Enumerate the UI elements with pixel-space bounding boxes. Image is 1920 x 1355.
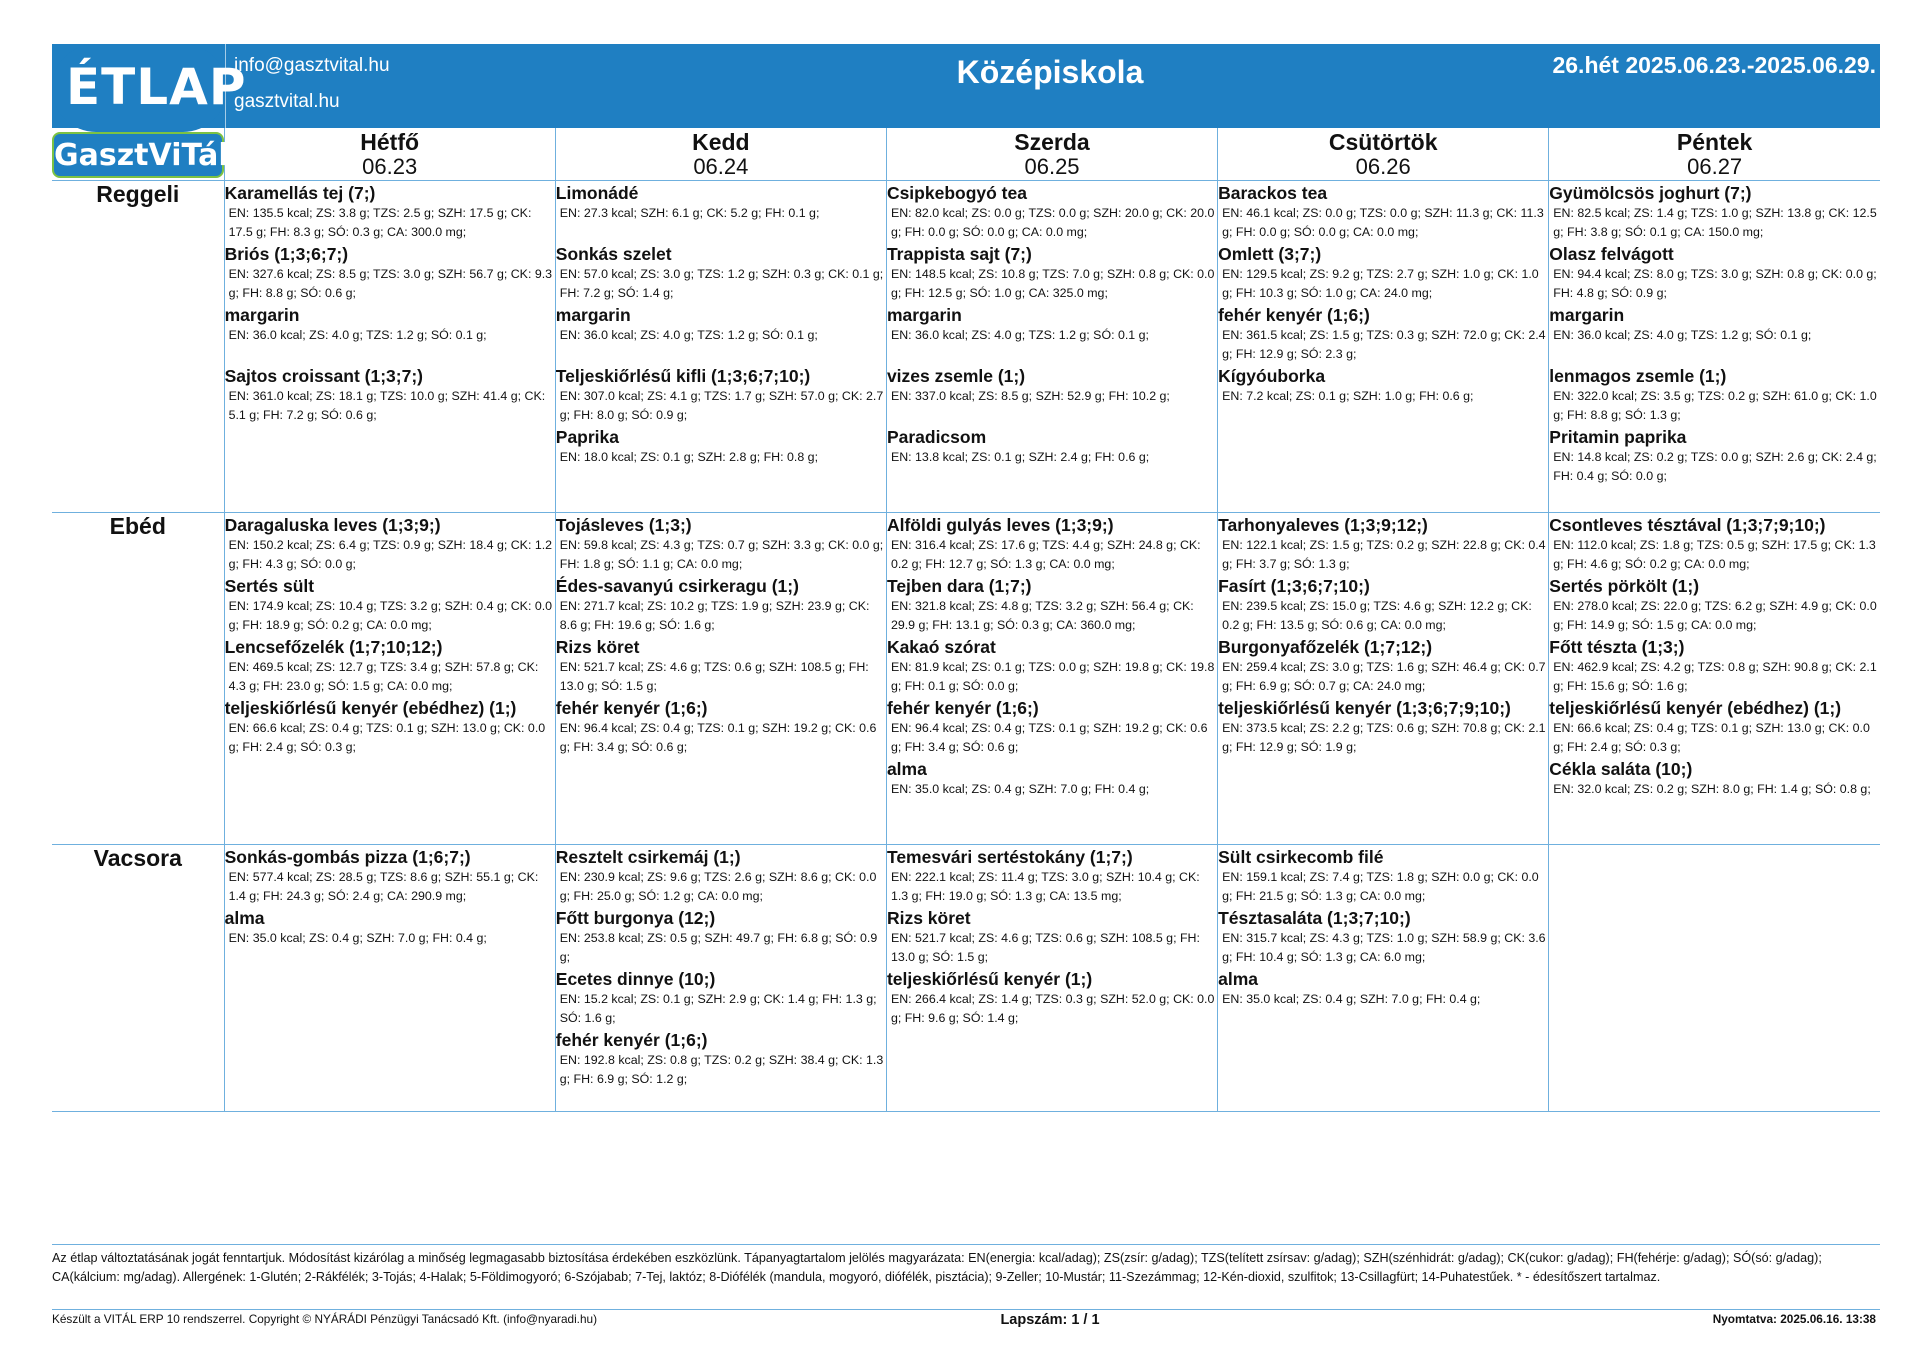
dish-name: Kakaó szórat	[886, 637, 996, 657]
menu-cell	[1549, 513, 1880, 845]
dish-nutrition: EN: 150.2 kcal; ZS: 6.4 g; TZS: 0.9 g; SZH: 18.4 g; CK: 1.2 g; FH: 4.3 g; SÓ: 0.0 g;	[228, 538, 553, 571]
dish-nutrition: EN: 129.5 kcal; ZS: 9.2 g; TZS: 2.7 g; SZH: 1.0 g; CK: 1.0 g; FH: 10.3 g; SÓ: 1.0 g; CA: 24.0 mg;	[1222, 267, 1539, 300]
meal-label: Ebéd	[52, 513, 224, 845]
print-date: Nyomtatva: 2025.06.16. 13:38	[1712, 1312, 1876, 1326]
menu-cell	[224, 181, 555, 513]
dish-nutrition: EN: 259.4 kcal; ZS: 3.0 g; TZS: 1.6 g; SZH: 46.4 g; CK: 0.7 g; FH: 6.9 g; SÓ: 0.7 g; CA: 24.0 mg;	[1222, 660, 1546, 693]
dish-nutrition: EN: 174.9 kcal; ZS: 10.4 g; TZS: 3.2 g; SZH: 0.4 g; CK: 0.0 g; FH: 18.9 g; SÓ: 0.2 g; CA: 0.0 mg;	[228, 599, 553, 632]
dish-name: alma	[224, 908, 265, 928]
menu-cell	[1549, 845, 1880, 1112]
meal-row	[52, 513, 1880, 845]
day-name: Kedd	[692, 129, 750, 155]
dish-nutrition: EN: 577.4 kcal; ZS: 28.5 g; TZS: 8.6 g; SZH: 55.1 g; CK: 1.4 g; FH: 24.3 g; SÓ: 2.4 g; CA: 290.9 mg;	[228, 870, 539, 903]
dish-nutrition: EN: 82.5 kcal; ZS: 1.4 g; TZS: 1.0 g; SZH: 13.8 g; CK: 12.5 g; FH: 3.8 g; SÓ: 0.1 g; CA: 150.0 mg;	[1553, 206, 1877, 239]
dish-nutrition: EN: 81.9 kcal; ZS: 0.1 g; TZS: 0.0 g; SZH: 19.8 g; CK: 19.8 g; FH: 0.1 g; SÓ: 0.0 g;	[890, 660, 1215, 693]
day-name: Csütörtök	[1328, 129, 1438, 155]
dish-name: Karamellás tej (7;)	[224, 183, 376, 203]
day-header	[1549, 128, 1880, 181]
website-link[interactable]: gasztvital.hu	[234, 91, 340, 112]
dish-nutrition: EN: 361.5 kcal; ZS: 1.5 g; TZS: 0.3 g; SZH: 72.0 g; CK: 2.4 g; FH: 12.9 g; SÓ: 2.3 g;	[1222, 328, 1546, 361]
menu-cell	[555, 845, 886, 1112]
gasztvital-logo	[52, 132, 229, 178]
dish-name: lenmagos zsemle (1;)	[1549, 366, 1727, 386]
menu-cell	[224, 513, 555, 845]
dish-name: teljeskiőrlésű kenyér (ebédhez) (1;)	[224, 698, 517, 718]
dish-nutrition: EN: 322.0 kcal; ZS: 3.5 g; TZS: 0.2 g; SZH: 61.0 g; CK: 1.0 g; FH: 8.8 g; SÓ: 1.3 g;	[1553, 389, 1877, 422]
dish-name: Teljeskiőrlésű kifli (1;3;6;7;10;)	[555, 366, 811, 386]
dish-name: Cékla saláta (10;)	[1549, 759, 1693, 779]
dish-name: Temesvári sertéstokány (1;7;)	[886, 847, 1133, 867]
day-name: Péntek	[1676, 129, 1753, 155]
dish-nutrition: EN: 96.4 kcal; ZS: 0.4 g; TZS: 0.1 g; SZH: 19.2 g; CK: 0.6 g; FH: 3.4 g; SÓ: 0.6 g;	[890, 721, 1208, 754]
day-header	[224, 128, 555, 181]
dish-name: Omlett (3;7;)	[1218, 244, 1322, 264]
dish-name: Édes-savanyú csirkeragu (1;)	[555, 576, 799, 596]
dish-name: alma	[886, 759, 927, 779]
dish-name: Kígyóuborka	[1218, 366, 1326, 386]
dish-nutrition: EN: 327.6 kcal; ZS: 8.5 g; TZS: 3.0 g; SZH: 56.7 g; CK: 9.3 g; FH: 8.8 g; SÓ: 0.6 g;	[228, 267, 553, 300]
dish-name: fehér kenyér (1;6;)	[1218, 305, 1370, 325]
dish-name: Tarhonyaleves (1;3;9;12;)	[1218, 515, 1428, 535]
dish-nutrition: EN: 18.0 kcal; ZS: 0.1 g; SZH: 2.8 g; FH: 0.8 g;	[559, 450, 819, 464]
dish-name: Alföldi gulyás leves (1;3;9;)	[886, 515, 1114, 535]
dish-name: Paprika	[555, 427, 619, 447]
dish-nutrition: EN: 36.0 kcal; ZS: 4.0 g; TZS: 1.2 g; SÓ: 0.1 g;	[890, 328, 1149, 342]
day-date: 06.24	[693, 154, 749, 179]
dish-nutrition: EN: 521.7 kcal; ZS: 4.6 g; TZS: 0.6 g; SZH: 108.5 g; FH: 13.0 g; SÓ: 1.5 g;	[559, 660, 869, 693]
dish-nutrition: EN: 192.8 kcal; ZS: 0.8 g; TZS: 0.2 g; SZH: 38.4 g; CK: 1.3 g; FH: 6.9 g; SÓ: 1.2 g;	[559, 1053, 884, 1086]
dish-name: margarin	[555, 305, 631, 325]
footer-divider	[52, 1309, 1880, 1310]
dish-name: Barackos tea	[1218, 183, 1328, 203]
menu-cell	[1549, 181, 1880, 513]
meal-row	[52, 181, 1880, 513]
etlap-logo-text: ÉTLAP	[66, 58, 247, 116]
dish-name: fehér kenyér (1;6;)	[555, 1030, 708, 1050]
menu-cell	[886, 845, 1217, 1112]
day-header	[1218, 128, 1549, 181]
day-name: Hétfő	[360, 129, 420, 155]
menu-table	[52, 128, 1880, 1112]
dish-nutrition: EN: 321.8 kcal; ZS: 4.8 g; TZS: 3.2 g; SZH: 56.4 g; CK: 29.9 g; FH: 13.1 g; SÓ: 0.3 g; CA: 360.0 mg;	[890, 599, 1194, 632]
menu-cell	[555, 513, 886, 845]
day-date: 06.26	[1355, 154, 1411, 179]
menu-cell	[1218, 845, 1549, 1112]
dish-nutrition: EN: 36.0 kcal; ZS: 4.0 g; TZS: 1.2 g; SÓ: 0.1 g;	[228, 328, 487, 342]
dish-name: fehér kenyér (1;6;)	[555, 698, 708, 718]
dish-name: teljeskiőrlésű kenyér (ebédhez) (1;)	[1549, 698, 1842, 718]
dish-nutrition: EN: 112.0 kcal; ZS: 1.8 g; TZS: 0.5 g; SZH: 17.5 g; CK: 1.3 g; FH: 4.6 g; SÓ: 0.2 g; CA: 0.0 mg;	[1553, 538, 1876, 571]
dish-name: Főtt tészta (1;3;)	[1549, 637, 1685, 657]
menu-cell	[886, 181, 1217, 513]
dish-nutrition: EN: 148.5 kcal; ZS: 10.8 g; TZS: 7.0 g; SZH: 0.8 g; CK: 0.0 g; FH: 12.5 g; SÓ: 1.0 g; CA: 325.0 mg;	[890, 267, 1215, 300]
dish-name: Tejben dara (1;7;)	[886, 576, 1032, 596]
dish-nutrition: EN: 32.0 kcal; ZS: 0.2 g; SZH: 8.0 g; FH: 1.4 g; SÓ: 0.8 g;	[1553, 782, 1871, 796]
dish-nutrition: EN: 36.0 kcal; ZS: 4.0 g; TZS: 1.2 g; SÓ: 0.1 g;	[559, 328, 818, 342]
dish-name: Csipkebogyó tea	[886, 183, 1027, 203]
dish-name: Pritamin paprika	[1549, 427, 1687, 447]
dish-nutrition: EN: 266.4 kcal; ZS: 1.4 g; TZS: 0.3 g; SZH: 52.0 g; CK: 0.0 g; FH: 9.6 g; SÓ: 1.4 g;	[890, 992, 1215, 1025]
menu-cell	[886, 513, 1217, 845]
dish-name: Lencsefőzelék (1;7;10;12;)	[224, 637, 443, 657]
dish-name: Rizs köret	[555, 637, 640, 657]
dish-name: Főtt burgonya (12;)	[555, 908, 716, 928]
dish-name: Sertés sült	[224, 576, 315, 596]
dish-nutrition: EN: 96.4 kcal; ZS: 0.4 g; TZS: 0.1 g; SZH: 19.2 g; CK: 0.6 g; FH: 3.4 g; SÓ: 0.6 g;	[559, 721, 877, 754]
dish-nutrition: EN: 35.0 kcal; ZS: 0.4 g; SZH: 7.0 g; FH: 0.4 g;	[1222, 992, 1481, 1006]
dish-nutrition: EN: 36.0 kcal; ZS: 4.0 g; TZS: 1.2 g; SÓ: 0.1 g;	[1553, 328, 1812, 342]
dish-nutrition: EN: 57.0 kcal; ZS: 3.0 g; TZS: 1.2 g; SZH: 0.3 g; CK: 0.1 g; FH: 7.2 g; SÓ: 1.4 g;	[559, 267, 884, 300]
day-name: Szerda	[1014, 129, 1090, 155]
dish-name: alma	[1218, 969, 1258, 989]
dish-name: margarin	[224, 305, 300, 325]
dish-name: Trappista sajt (7;)	[886, 244, 1032, 264]
dish-name: Limonádé	[555, 183, 639, 203]
dish-nutrition: EN: 135.5 kcal; ZS: 3.8 g; TZS: 2.5 g; SZH: 17.5 g; CK: 17.5 g; FH: 8.3 g; SÓ: 0.3 g; CA: 300.0 mg;	[228, 206, 532, 239]
day-header	[555, 128, 886, 181]
dish-nutrition: EN: 66.6 kcal; ZS: 0.4 g; TZS: 0.1 g; SZH: 13.0 g; CK: 0.0 g; FH: 2.4 g; SÓ: 0.3 g;	[1553, 721, 1870, 754]
dish-name: Olasz felvágott	[1549, 244, 1674, 264]
dish-name: fehér kenyér (1;6;)	[886, 698, 1039, 718]
dish-name: Rizs köret	[886, 908, 971, 928]
meal-row	[52, 845, 1880, 1112]
dish-name: Tésztasaláta (1;3;7;10;)	[1218, 908, 1411, 928]
footer-note: Az étlap változtatásának jogát fenntartjuk. Módosítást kizárólag a minőség legmagasabb biztosítása érdekében eszközlünk. Tápanyagtartalom jelölés magyarázata: EN(energia: kcal/adag); ZS(zsír: g/adag); TZS(telített zsírsav: g/adag); SZH(szénhidrát: g/adag); CK(cukor: g/adag); FH(fehérje: g/adag); SÓ(só: g/adag); CA(kálcium: mg/adag). Allergének: 1-Glutén; 2-Rákfélék; 3-Tojás; 4-Halak; 5-Földimogyoró; 6-Szójabab; 7-Tej, laktóz; 8-Diófélék (mandula, mogyoró, diófélék, pisztácia); 9-Zeller; 10-Mustár; 11-Szezámmag; 12-Kén-dioxid, szulfitok; 13-Csillagfürt; 14-Puhatestűek. * - édesítőszert tartalmaz.	[52, 1251, 1822, 1284]
dish-nutrition: EN: 462.9 kcal; ZS: 4.2 g; TZS: 0.8 g; SZH: 90.8 g; CK: 2.1 g; FH: 15.6 g; SÓ: 1.6 g;	[1553, 660, 1877, 693]
dish-name: Sonkás-gombás pizza (1;6;7;)	[224, 847, 471, 867]
day-header-row	[52, 128, 1880, 181]
dish-nutrition: EN: 469.5 kcal; ZS: 12.7 g; TZS: 3.4 g; SZH: 57.8 g; CK: 4.3 g; FH: 23.0 g; SÓ: 1.5 g; CA: 0.0 mg;	[228, 660, 539, 693]
dish-name: vizes zsemle (1;)	[886, 366, 1026, 386]
dish-name: Daragaluska leves (1;3;9;)	[224, 515, 441, 535]
dish-nutrition: EN: 66.6 kcal; ZS: 0.4 g; TZS: 0.1 g; SZH: 13.0 g; CK: 0.0 g; FH: 2.4 g; SÓ: 0.3 g;	[228, 721, 546, 754]
dish-nutrition: EN: 307.0 kcal; ZS: 4.1 g; TZS: 1.7 g; SZH: 57.0 g; CK: 2.7 g; FH: 8.0 g; SÓ: 0.9 g;	[559, 389, 884, 422]
dish-name: teljeskiőrlésű kenyér (1;)	[886, 969, 1093, 989]
page-title: Középiskola	[956, 54, 1144, 90]
dish-nutrition: EN: 46.1 kcal; ZS: 0.0 g; TZS: 0.0 g; SZH: 11.3 g; CK: 11.3 g; FH: 0.0 g; SÓ: 0.0 g; CA: 0.0 mg;	[1222, 206, 1544, 239]
dish-nutrition: EN: 222.1 kcal; ZS: 11.4 g; TZS: 3.0 g; SZH: 10.4 g; CK: 1.3 g; FH: 19.0 g; SÓ: 1.3 g; CA: 13.5 mg;	[890, 870, 1200, 903]
dish-nutrition: EN: 239.5 kcal; ZS: 15.0 g; TZS: 4.6 g; SZH: 12.2 g; CK: 0.2 g; FH: 13.5 g; SÓ: 0.6 g; CA: 0.0 mg;	[1222, 599, 1532, 632]
dish-nutrition: EN: 230.9 kcal; ZS: 9.6 g; TZS: 2.6 g; SZH: 8.6 g; CK: 0.0 g; FH: 25.0 g; SÓ: 1.2 g; CA: 0.0 mg;	[559, 870, 877, 903]
dish-name: Sonkás szelet	[555, 244, 672, 264]
day-header	[886, 128, 1217, 181]
dish-nutrition: EN: 15.2 kcal; ZS: 0.1 g; SZH: 2.9 g; CK: 1.4 g; FH: 1.3 g; SÓ: 1.6 g;	[559, 992, 877, 1025]
dish-nutrition: EN: 35.0 kcal; ZS: 0.4 g; SZH: 7.0 g; FH: 0.4 g;	[890, 782, 1150, 796]
dish-nutrition: EN: 82.0 kcal; ZS: 0.0 g; TZS: 0.0 g; SZH: 20.0 g; CK: 20.0 g; FH: 0.0 g; SÓ: 0.0 g; CA: 0.0 mg;	[890, 206, 1215, 239]
page-number: Lapszám: 1 / 1	[1000, 1312, 1100, 1328]
day-date: 06.27	[1687, 154, 1743, 179]
dish-nutrition: EN: 316.4 kcal; ZS: 17.6 g; TZS: 4.4 g; SZH: 24.8 g; CK: 0.2 g; FH: 12.7 g; SÓ: 1.3 g; CA: 0.0 mg;	[890, 538, 1201, 571]
software-credit: Készült a VITÁL ERP 10 rendszerrel. Copyright © NYÁRÁDI Pénzügyi Tanácsadó Kft. (info@nyaradi.hu)	[52, 1312, 598, 1326]
dish-name: margarin	[886, 305, 962, 325]
gasztvital-logo-text: GasztViTál	[54, 138, 229, 173]
dish-name: margarin	[1549, 305, 1625, 325]
dish-name: Sült csirkecomb filé	[1218, 847, 1384, 867]
dish-nutrition: EN: 7.2 kcal; ZS: 0.1 g; SZH: 1.0 g; FH: 0.6 g;	[1222, 389, 1474, 403]
dish-nutrition: EN: 59.8 kcal; ZS: 4.3 g; TZS: 0.7 g; SZH: 3.3 g; CK: 0.0 g; FH: 1.8 g; SÓ: 1.1 g; CA: 0.0 mg;	[559, 538, 884, 571]
dish-nutrition: EN: 271.7 kcal; ZS: 10.2 g; TZS: 1.9 g; SZH: 23.9 g; CK: 8.6 g; FH: 19.6 g; SÓ: 1.6 g;	[559, 599, 870, 632]
day-date: 06.23	[362, 154, 418, 179]
dish-nutrition: EN: 337.0 kcal; ZS: 8.5 g; SZH: 52.9 g; FH: 10.2 g;	[890, 389, 1170, 403]
meal-label: Reggeli	[52, 181, 224, 513]
meal-label: Vacsora	[52, 845, 224, 1112]
dish-name: Sajtos croissant (1;3;7;)	[224, 366, 423, 386]
dish-name: Ecetes dinnye (10;)	[555, 969, 716, 989]
menu-cell	[555, 181, 886, 513]
dish-name: Briós (1;3;6;7;)	[224, 244, 349, 264]
dish-nutrition: EN: 373.5 kcal; ZS: 2.2 g; TZS: 0.6 g; SZH: 70.8 g; CK: 2.1 g; FH: 12.9 g; SÓ: 1.9 g;	[1222, 721, 1546, 754]
dish-nutrition: EN: 521.7 kcal; ZS: 4.6 g; TZS: 0.6 g; SZH: 108.5 g; FH: 13.0 g; SÓ: 1.5 g;	[890, 931, 1200, 964]
dish-name: Tojásleves (1;3;)	[555, 515, 692, 535]
dish-nutrition: EN: 315.7 kcal; ZS: 4.3 g; TZS: 1.0 g; SZH: 58.9 g; CK: 3.6 g; FH: 10.4 g; SÓ: 1.3 g; CA: 6.0 mg;	[1222, 931, 1546, 964]
dish-nutrition: EN: 94.4 kcal; ZS: 8.0 g; TZS: 3.0 g; SZH: 0.8 g; CK: 0.0 g; FH: 4.8 g; SÓ: 0.9 g;	[1553, 267, 1877, 300]
dish-nutrition: EN: 13.8 kcal; ZS: 0.1 g; SZH: 2.4 g; FH: 0.6 g;	[890, 450, 1150, 464]
dish-nutrition: EN: 159.1 kcal; ZS: 7.4 g; TZS: 1.8 g; SZH: 0.0 g; CK: 0.0 g; FH: 21.5 g; SÓ: 1.3 g; CA: 0.0 mg;	[1222, 870, 1539, 903]
dish-name: Burgonyafőzelék (1;7;12;)	[1218, 637, 1433, 657]
dish-name: teljeskiőrlésű kenyér (1;3;6;7;9;10;)	[1218, 698, 1511, 718]
menu-cell	[1218, 181, 1549, 513]
dish-nutrition: EN: 35.0 kcal; ZS: 0.4 g; SZH: 7.0 g; FH: 0.4 g;	[228, 931, 487, 945]
dish-name: Resztelt csirkemáj (1;)	[555, 847, 741, 867]
dish-name: Sertés pörkölt (1;)	[1549, 576, 1700, 596]
dish-name: Fasírt (1;3;6;7;10;)	[1218, 576, 1370, 596]
dish-nutrition: EN: 27.3 kcal; SZH: 6.1 g; CK: 5.2 g; FH: 0.1 g;	[559, 206, 820, 220]
dish-name: Csontleves tésztával (1;3;7;9;10;)	[1549, 515, 1826, 535]
dish-nutrition: EN: 361.0 kcal; ZS: 18.1 g; TZS: 10.0 g; SZH: 41.4 g; CK: 5.1 g; FH: 7.2 g; SÓ: 0.6 g;	[228, 389, 546, 422]
day-date: 06.25	[1024, 154, 1080, 179]
week-label: 26.hét 2025.06.23.-2025.06.29.	[1552, 52, 1876, 78]
footer-divider	[52, 1244, 1880, 1245]
dish-nutrition: EN: 253.8 kcal; ZS: 0.5 g; SZH: 49.7 g; FH: 6.8 g; SÓ: 0.9 g;	[559, 931, 878, 964]
dish-name: Paradicsom	[886, 427, 987, 447]
dish-name: Gyümölcsös joghurt (7;)	[1549, 183, 1752, 203]
dish-nutrition: EN: 14.8 kcal; ZS: 0.2 g; TZS: 0.0 g; SZH: 2.6 g; CK: 2.4 g; FH: 0.4 g; SÓ: 0.0 g;	[1553, 450, 1877, 483]
dish-nutrition: EN: 278.0 kcal; ZS: 22.0 g; TZS: 6.2 g; SZH: 4.9 g; CK: 0.0 g; FH: 14.9 g; SÓ: 1.5 g; CA: 0.0 mg;	[1553, 599, 1877, 632]
menu-cell	[224, 845, 555, 1112]
dish-nutrition: EN: 122.1 kcal; ZS: 1.5 g; TZS: 0.2 g; SZH: 22.8 g; CK: 0.4 g; FH: 3.7 g; SÓ: 1.3 g;	[1222, 538, 1546, 571]
menu-cell	[1218, 513, 1549, 845]
email-link[interactable]: info@gasztvital.hu	[234, 55, 390, 76]
